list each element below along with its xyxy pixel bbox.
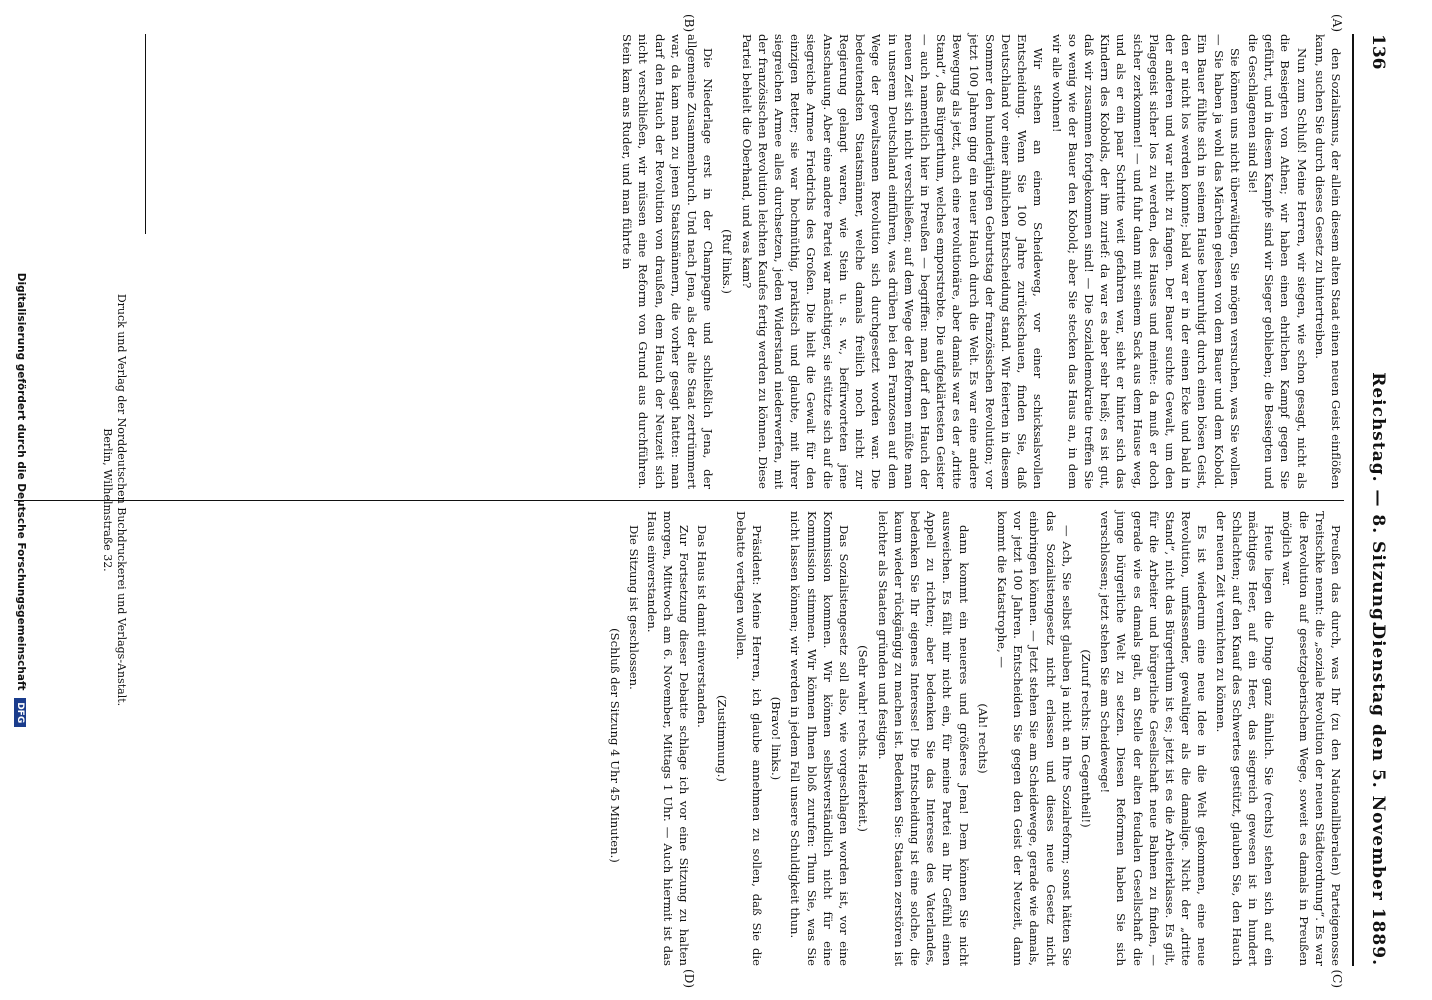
paragraph: Preußen das durch, was Ihr (zu den Nationalliberalen) Parteigenosse Treitschke nennt: die „soziale Revolution der neuen Städteordnung“. Es war die Revolution auf gesetzgeberischem Wege, soweit es damals in Preußen möglich war.	[1280, 511, 1343, 966]
digitization-credit	[14, 10, 27, 990]
dfg-logo: DFG	[14, 698, 26, 727]
paragraph: Es ist wiederum eine neue Idee in die Welt gekommen, eine neue Revolution, umfassender, gewaltiger als die damalige. Nicht der „dritte Stand“, nicht das Bürgerthum ist es; jetzt ist es die Arbeiterklasse. Es gilt, für die Arbeiter und bürgerliche Gesellschaft neue Bahnen zu finden, — gerade wie es damals galt, an Stelle der alten feudalen Gesellschaft die junge bürgerliche Welt zu setzen. Diesen Reformen haben Sie sich verschlossen; jetzt stehen Sie am Scheidewege!	[1098, 511, 1210, 966]
digitization-note: Digitalisierung gefördert durch die Deutsche Forschungsgemeinschaft	[15, 272, 27, 691]
margin-mark-a: (A)	[1330, 14, 1344, 33]
paragraph: den Sozialismus, der allein diesem alten Staat einen neuen Geist einflößen kann, suchen Sie durch dieses Gesetz zu hintertreiben.	[1312, 34, 1343, 489]
president-statement: Präsident: Meine Herren, ich glaube annehmen zu sollen, daß Sie die Debatte vertagen wollen.	[733, 511, 765, 966]
page-header	[1358, 34, 1388, 966]
paragraph: dann kommt ein neueres und größeres Jena! Dem können Sie nicht ausweichen. Es fällt mir nicht ein, für meine Partei an Ihr Gefühl einen Appell zu richten; aber bedenken Sie das Interesse des Vaterlandes, bedenken Sie Ihr eigenes Interesse! Die Entscheidung ist eine solche, die kaum wieder rückgängig zu machen ist. Bedenken Sie: Staaten zerstören ist leichter als Staaten gründen und festigen.	[875, 511, 971, 966]
paragraph: Das Sozialistengesetz soll also, wie vorgeschlagen worden ist, vor eine Kommission kommen. Wir können selbstverständlich nicht für eine Kommission stimmen. Wir können Ihnen bloß zurufen: Thun Sie, was Sie nicht lassen können; wir werden in jedem Fall unsere Schuldigkeit thun.	[788, 511, 852, 966]
interjection: (Sehr wahr! rechts. Heiterkeit.)	[856, 645, 871, 832]
paragraph: Die Niederlage erst in der Champagne und schließlich Jena, der allgemeine Zusammenbruch. Und nach Jena, als der alte Staat zertrümmert war, da kam man zu jenen Staatsmännern, die vorher gesagt hatten: man darf den Hauch der Revolution von draußen, dem Hauch der Neuzeit sich nicht verschließen, wir müssen eine Reform von Grund aus durchführen. Stein kam ans Ruder, und man führte in	[620, 34, 716, 489]
left-column	[617, 34, 1344, 489]
interjection: (Ah! rechts)	[975, 703, 990, 774]
paragraph: — Ach, Sie selbst glauben ja nicht an Ihre Sozialreform; sonst hätten Sie das Sozialistengesetz nicht erlassen und dieses neue Gesetz nicht einbringen können. — Jetzt stehen Sie am Scheidewege, gerade wie damals, vor jetzt 100 Jahren. Entscheiden Sie gegen den Geist der Neuzeit, dann kommt die Katastrophe, —	[994, 511, 1074, 966]
session-date: Dienstag den 5. November 1889.	[1368, 624, 1388, 966]
printer-imprint	[100, 34, 128, 966]
interjection: (Bravo! links.)	[769, 696, 784, 781]
paragraph: Das Haus ist damit einverstanden.	[695, 525, 710, 728]
paragraph: Heute liegen die Dinge ganz ähnlich. Sie (rechts) stehen sich auf ein mächtiges Heer, auf ein Heer, das siegreich gewesen ist in hundert Schlachten; auf den Knauf des Schwertes gestützt, glauben Sie, den Hauch der neuen Zeit vernichten zu können.	[1213, 511, 1277, 966]
paragraph: Wir stehen an einem Scheideweg, vor einer schicksalsvollen Entscheidung. Wenn Sie 100 Jahre zurückschauen, finden Sie, daß Deutschland vor einer ähnlichen Entscheidung stand. Wir feierten in diesem Sommer den hundertjährigen Geburtstag der französischen Revolution; vor jetzt 100 Jahren ging ein neuer Hauch durch die Welt. Es war eine andere Bewegung als jetzt, auch eine revolutionäre, aber damals war es der „dritte Stand“, das Bürgerthum, welches emporstrebte. Die aufgeklärtesten Geister — auch namentlich hier in Preußen — begriffen: man darf den Hauch der neuen Zeit sich nicht verschließen; auf dem Wege der Reformen müßte man in unserem Deutschland einführen, was drüben bei den Franzosen auf dem Wege der gewaltsamen Revolution sich durchgesetzt worden war. Die bedeutendsten Staatsmänner, welche damals freilich noch nicht zur Regierung gelangt waren, wie Stein u. s. w., befürworteten jene Anschauung. Aber eine andere Partei war mächtiger, sie stützte sich auf die siegreiche Armee Friedrichs des Großen. Die hielt die Gewalt für den einzigen Retter; sie war hochmüthig, praktisch und glaubte, mit ihrer siegreichen Armee alles durchsetzen, jeden Widerstand niederwerfen, mit der französischen Revolution leichten Kaufes fertig werden zu können. Diese Partei behielt die Oberhand, und was kam?	[739, 34, 1046, 489]
column-divider	[14, 500, 1344, 501]
paragraph: Die Sitzung ist geschlossen.	[626, 525, 641, 690]
footer-rule	[145, 34, 146, 234]
margin-mark-c: (C)	[1330, 969, 1344, 988]
header-rule	[1352, 34, 1354, 966]
imprint-line-2: Berlin, Wilhelmstraße 32.	[101, 428, 114, 572]
interjection: (Ruf links.)	[720, 229, 735, 294]
session-title: Reichstag. — 8. Sitzung.	[1368, 372, 1388, 628]
paragraph: Nun zum Schluß! Meine Herren, wir siegen, wie schon gesagt, nicht als die Besiegten von Athen; wir haben einen ehrlichen Kampf gegen Sie geführt, und in diesem Kampfe sind wir Sieger geblieben; die Besiegten und die Geschlagenen sind Sie!	[1245, 34, 1309, 489]
margin-mark-d: (D)	[682, 969, 696, 988]
interjection: (Zuruf rechts: Im Gegentheil!)	[1078, 649, 1093, 828]
closing-note: (Schluß der Sitzung 4 Uhr 45 Minuten.)	[608, 628, 623, 863]
interjection: (Zustimmung.)	[714, 695, 729, 782]
imprint-line-1: Druck und Verlag der Norddeutschen Buchdruckerei und Verlags-Anstalt.	[115, 293, 128, 707]
margin-mark-b: (B)	[682, 14, 696, 33]
paragraph: Zur Fortsetzung dieser Debatte schlage ich vor eine Sitzung zu halten morgen, Mittwoch am 6. November, Mittags 1 Uhr. — Auch hiermit ist das Haus einverstanden.	[644, 511, 692, 966]
paragraph: Sie können uns nicht überwältigen, Sie mögen versuchen, was Sie wollen. — Sie haben ja wohl das Märchen gelesen von dem Bauer und dem Kobold. Ein Bauer fühlte sich in seinem Hause beunruhigt durch einen bösen Geist, den er nicht los werden konnte; bald war er in der einen Ecke und bald in der anderen und war nicht zu fangen. Der Bauer suchte Gewalt, um den Plagegeist sicher los zu werden, des Hauses und meinte: da muß er doch sicher zerkommen! — und fuhr dann mit seinem Sack aus dem Hause weg, und als er ein paar Schritte weit gefahren war, sieht er hinter sich das Kindern des Kobolds, der ihm zurief: da war es aber sehr heiß; es ist gut, daß wir zusammen fortgekommen sind! — Die Sozialdemokratie treffen Sie so wenig wie der Bauer den Kobold; aber Sie stecken das Haus an, in dem wir alle wohnen!	[1049, 34, 1242, 489]
scanned-page	[6, 10, 1406, 990]
page-number: 136	[1368, 34, 1388, 70]
right-column	[605, 511, 1344, 966]
